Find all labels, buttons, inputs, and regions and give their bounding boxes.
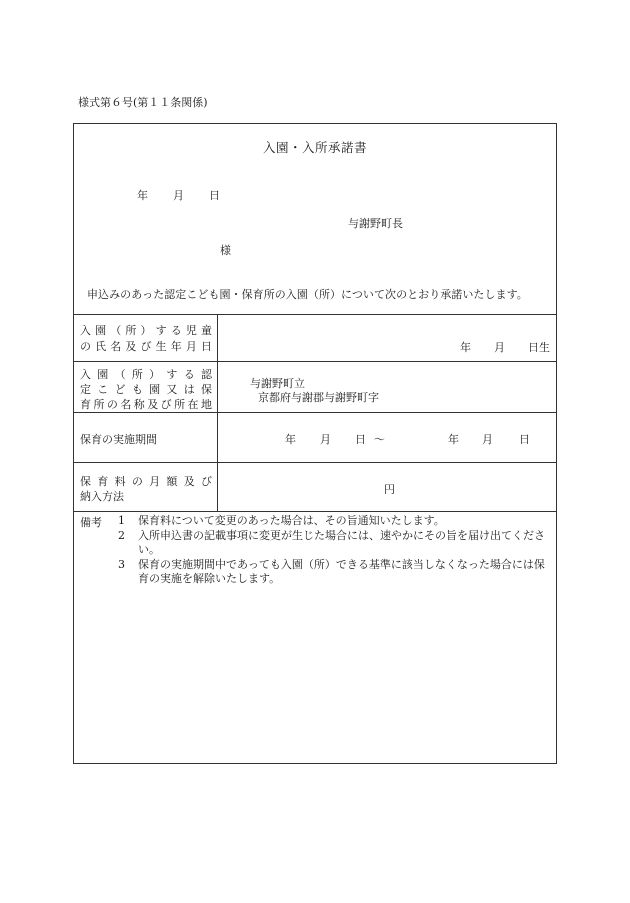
- remark-number: 2: [118, 529, 125, 542]
- remark-text: 保育の実施期間中であっても入園（所）できる基準に該当しなくなった場合には保育の実施を解除いたします。: [138, 558, 545, 585]
- child-birth-day: 日生: [528, 341, 550, 354]
- row-facility-label: [74, 362, 218, 412]
- period-tilde: ～: [374, 433, 385, 446]
- issue-date-day: 日: [209, 189, 220, 202]
- form-number: 様式第６号(第１１条関係): [78, 96, 208, 109]
- period-start-year: 年: [285, 433, 296, 446]
- remark-number: 3: [118, 558, 125, 571]
- remarks-head: 備考: [80, 516, 102, 529]
- form-title: 入園・入所承諾書: [262, 140, 367, 155]
- row-period: [74, 413, 556, 463]
- remark-number: 1: [118, 514, 125, 527]
- row-period-label: [74, 413, 218, 462]
- issuer-mayor: 与謝野町長: [348, 217, 403, 230]
- remark-text: 入所申込書の記載事項に変更が生じた場合には、速やかにその旨を届け出てください。: [138, 529, 545, 556]
- child-birth-month: 月: [494, 341, 505, 354]
- approval-statement: 申込みのあった認定こども園・保育所の入園（所）について次のとおり承諾いたします。: [87, 288, 528, 301]
- child-label-line1: 入園（所）する児童: [80, 324, 212, 337]
- period-start-day: 日: [355, 433, 366, 446]
- facility-address-prefix: 京都府与謝郡与謝野町字: [258, 391, 379, 404]
- row-facility: [74, 362, 556, 413]
- row-fee: [74, 463, 556, 512]
- fee-label-line2: 納入方法: [80, 490, 124, 503]
- period-start-month: 月: [320, 433, 331, 446]
- row-fee-label: [74, 463, 218, 511]
- period-end-month: 月: [482, 433, 493, 446]
- period-label: 保育の実施期間: [80, 433, 157, 446]
- issue-date-year: 年: [137, 189, 148, 202]
- fee-label-line1: 保育料の月額及び: [80, 475, 212, 488]
- child-label-line2: の氏名及び生年月日: [80, 340, 212, 353]
- facility-label-line3: 育所の名称及び所在地: [80, 398, 212, 411]
- child-birth-year: 年: [460, 341, 471, 354]
- period-end-year: 年: [448, 433, 459, 446]
- facility-name-prefix: 与謝野町立: [250, 377, 305, 390]
- fee-yen: 円: [384, 483, 395, 496]
- form-header-area: [74, 124, 556, 315]
- facility-label-line1: 入園（所）する認: [80, 368, 212, 381]
- period-end-day: 日: [519, 433, 530, 446]
- facility-label-line2: 定こども園又は保: [80, 383, 212, 396]
- row-child-label: [74, 314, 218, 361]
- approval-form: [73, 123, 557, 764]
- row-child: [74, 314, 556, 362]
- issue-date-month: 月: [173, 189, 184, 202]
- remark-text: 保育料について変更のあった場合は、その旨通知いたします。: [138, 514, 445, 527]
- addressee-suffix: 様: [220, 244, 231, 257]
